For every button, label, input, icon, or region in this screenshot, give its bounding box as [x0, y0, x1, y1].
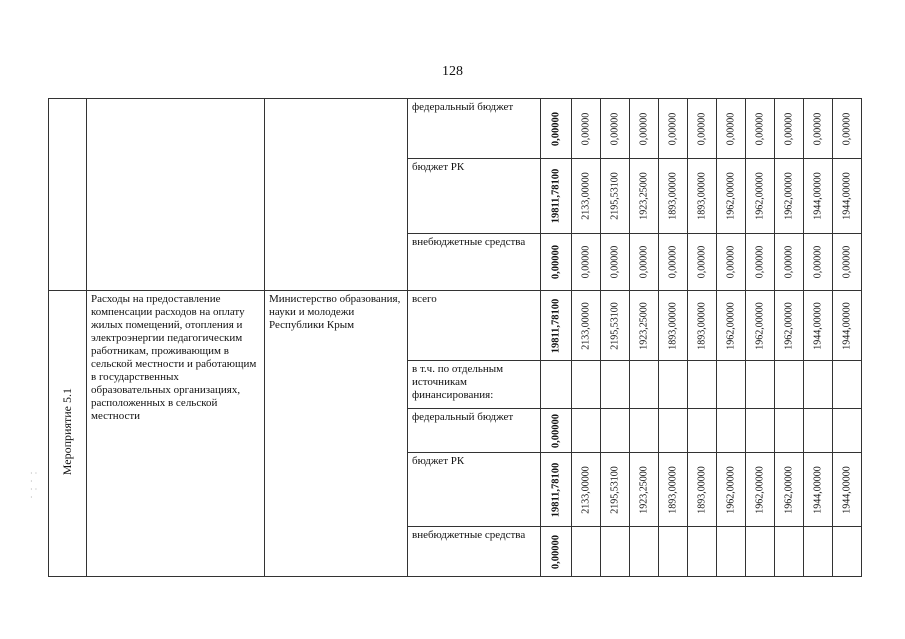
year-value [630, 159, 659, 234]
year-value [717, 99, 746, 159]
year-value [688, 159, 717, 234]
year-value-text: 1893,00000 [696, 465, 708, 514]
year-value [775, 361, 804, 409]
year-value-text: 1962,00000 [754, 172, 766, 220]
year-value-text: 1923,25000 [638, 172, 650, 220]
year-value [601, 99, 630, 159]
year-value [717, 361, 746, 409]
year-value [833, 99, 862, 159]
year-value [688, 291, 717, 361]
year-value-text: 0,00000 [754, 245, 766, 279]
year-value-text: 1893,00000 [667, 465, 679, 514]
year-value [775, 291, 804, 361]
year-value [804, 409, 833, 453]
year-value [833, 453, 862, 527]
continued-executor-cell [265, 99, 408, 291]
year-value-text: 1962,00000 [725, 465, 737, 514]
year-value [833, 159, 862, 234]
year-value [775, 453, 804, 527]
year-value-text: 0,00000 [638, 112, 650, 145]
year-value [630, 453, 659, 527]
total-value-text: 0,00000 [550, 111, 562, 146]
year-value-text: 1962,00000 [725, 172, 737, 220]
total-value [541, 234, 572, 291]
funding-source: бюджет РК [408, 159, 541, 234]
funding-source: в т.ч. по отдельным источникам финансирования: [408, 361, 541, 409]
total-value [541, 409, 572, 453]
total-value-text: 0,00000 [550, 413, 562, 448]
total-value [541, 291, 572, 361]
continued-id-cell [49, 99, 87, 291]
year-value-text: 0,00000 [580, 112, 592, 145]
year-value-text: 1923,25000 [638, 301, 650, 350]
year-value-text: 1962,00000 [725, 301, 737, 350]
year-value [775, 527, 804, 577]
year-value [746, 361, 775, 409]
year-value [804, 361, 833, 409]
year-value-text: 2133,00000 [580, 465, 592, 514]
year-value-text: 0,00000 [783, 112, 795, 145]
year-value [746, 409, 775, 453]
year-value [572, 159, 601, 234]
year-value [630, 291, 659, 361]
year-value [601, 291, 630, 361]
year-value [804, 99, 833, 159]
year-value [804, 159, 833, 234]
year-value-text: 1962,00000 [754, 301, 766, 350]
total-value [541, 527, 572, 577]
year-value [572, 453, 601, 527]
funding-source: внебюджетные средства [408, 234, 541, 291]
year-value-text: 1893,00000 [696, 172, 708, 220]
funding-source: всего [408, 291, 541, 361]
year-value [775, 234, 804, 291]
year-value-text: 0,00000 [783, 245, 795, 279]
year-value [746, 291, 775, 361]
total-value-text: 19811,78100 [550, 168, 562, 224]
year-value [572, 527, 601, 577]
year-value-text: 1962,00000 [754, 465, 766, 514]
year-value [601, 453, 630, 527]
year-value [804, 527, 833, 577]
year-value [833, 291, 862, 361]
year-value [601, 234, 630, 291]
total-value [541, 361, 572, 409]
year-value [717, 291, 746, 361]
year-value [717, 234, 746, 291]
year-value-text: 0,00000 [841, 112, 853, 145]
year-value [688, 527, 717, 577]
funding-source: внебюджетные средства [408, 527, 541, 577]
table-row [49, 291, 862, 361]
year-value [775, 159, 804, 234]
year-value [717, 159, 746, 234]
year-value [572, 361, 601, 409]
year-value-text: 2133,00000 [580, 172, 592, 220]
event-id: Мероприятие 5.1 [60, 387, 74, 476]
year-value-text: 1962,00000 [783, 465, 795, 514]
year-value-text: 2133,00000 [580, 301, 592, 350]
year-value-text: 0,00000 [841, 245, 853, 279]
funding-source: бюджет РК [408, 453, 541, 527]
year-value-text: 0,00000 [609, 112, 621, 145]
year-value [833, 234, 862, 291]
year-value-text: 1923,25000 [638, 465, 650, 514]
year-value-text: 1893,00000 [667, 172, 679, 220]
year-value-text: 1944,00000 [841, 172, 853, 220]
year-value-text: 1944,00000 [812, 465, 824, 514]
total-value-text: 19811,78100 [550, 298, 562, 353]
total-value [541, 453, 572, 527]
year-value [688, 453, 717, 527]
year-value [659, 361, 688, 409]
year-value-text: 2195,53100 [609, 465, 621, 514]
event-executor: Министерство образования, науки и молодежи Республики Крым [265, 291, 408, 577]
year-value [659, 234, 688, 291]
year-value [804, 453, 833, 527]
year-value [833, 527, 862, 577]
year-value [572, 291, 601, 361]
year-value [746, 234, 775, 291]
year-value [717, 527, 746, 577]
year-value [601, 527, 630, 577]
year-value [630, 234, 659, 291]
total-value [541, 159, 572, 234]
year-value [688, 234, 717, 291]
event-id-cell [49, 291, 87, 577]
year-value-text: 0,00000 [696, 245, 708, 279]
total-value-text: 19811,78100 [550, 462, 562, 517]
budget-table [48, 98, 862, 577]
year-value [572, 99, 601, 159]
year-value [572, 234, 601, 291]
year-value-text: 0,00000 [580, 245, 592, 279]
year-value [601, 159, 630, 234]
year-value-text: 1944,00000 [812, 172, 824, 220]
year-value-text: 0,00000 [667, 112, 679, 145]
year-value [630, 409, 659, 453]
event-description: Расходы на предоставление компенсации расходов на оплату жилых помещений, отопления и электроэнергии педагогическим работникам, проживающим в сельской местности и работающим в государственных образовательных организациях, расположенных в сельской местности [87, 291, 265, 577]
year-value [717, 409, 746, 453]
year-value-text: 1944,00000 [841, 301, 853, 350]
year-value-text: 0,00000 [667, 245, 679, 279]
scan-speckles: · · · · · · [30, 469, 38, 502]
year-value [746, 159, 775, 234]
funding-source: федеральный бюджет [408, 409, 541, 453]
year-value-text: 0,00000 [725, 245, 737, 279]
year-value [601, 361, 630, 409]
year-value [601, 409, 630, 453]
year-value [659, 527, 688, 577]
year-value [833, 361, 862, 409]
year-value-text: 0,00000 [754, 112, 766, 145]
continued-description-cell [87, 99, 265, 291]
year-value [746, 453, 775, 527]
page-number: 128 [442, 64, 463, 79]
year-value [804, 291, 833, 361]
year-value [688, 361, 717, 409]
year-value [688, 409, 717, 453]
year-value-text: 0,00000 [638, 245, 650, 279]
year-value [804, 234, 833, 291]
year-value [746, 99, 775, 159]
year-value [659, 453, 688, 527]
total-value-text: 0,00000 [550, 244, 562, 280]
funding-source: федеральный бюджет [408, 99, 541, 159]
year-value-text: 1944,00000 [841, 465, 853, 514]
year-value [833, 409, 862, 453]
total-value [541, 99, 572, 159]
year-value-text: 1962,00000 [783, 301, 795, 350]
year-value [572, 409, 601, 453]
year-value-text: 1962,00000 [783, 172, 795, 220]
year-value [775, 99, 804, 159]
year-value [688, 99, 717, 159]
year-value-text: 1944,00000 [812, 301, 824, 350]
year-value [717, 453, 746, 527]
year-value [659, 159, 688, 234]
total-value-text: 0,00000 [550, 534, 562, 569]
year-value [659, 291, 688, 361]
year-value [775, 409, 804, 453]
year-value [630, 527, 659, 577]
year-value-text: 0,00000 [812, 112, 824, 145]
year-value-text: 0,00000 [725, 112, 737, 145]
year-value-text: 0,00000 [609, 245, 621, 279]
year-value [659, 409, 688, 453]
table-row [49, 99, 862, 159]
year-value [630, 99, 659, 159]
year-value-text: 2195,53100 [609, 172, 621, 220]
year-value-text: 1893,00000 [696, 301, 708, 350]
year-value [659, 99, 688, 159]
year-value [630, 361, 659, 409]
year-value-text: 1893,00000 [667, 301, 679, 350]
year-value-text: 0,00000 [812, 245, 824, 279]
year-value-text: 0,00000 [696, 112, 708, 145]
year-value [746, 527, 775, 577]
year-value-text: 2195,53100 [609, 301, 621, 350]
